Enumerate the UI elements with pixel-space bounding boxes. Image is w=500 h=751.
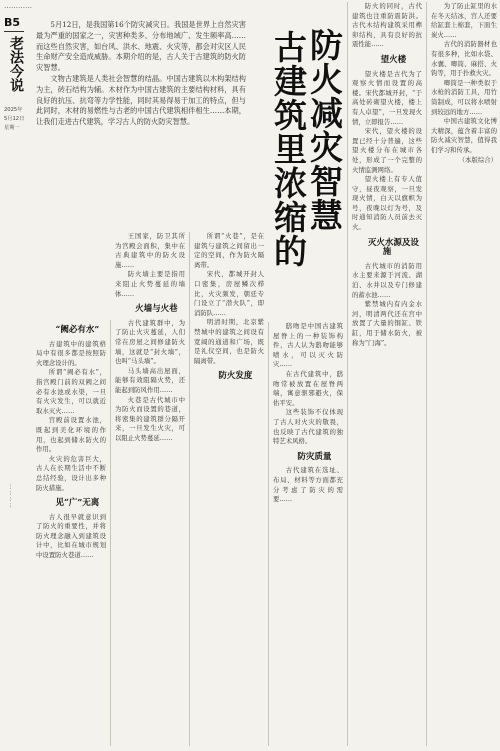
body-paragraph: 古代建筑群中，为了防止火灾蔓延，人们常在房屋之间修建防火墙，这就是“封火墙”，也叫“马头墙”。 (115, 318, 185, 366)
intro-paragraph: 5月12日，是我国第16个防灾减灾日。我国是世界上自然灾害最为严重的国家之一，灾害种类多、分布地域广、发生频率高……而这些自然灾害，如台风、洪水、地震、火灾等，都会对灾区人民生命财产安全造成威胁。本期介绍的是，古人关于古建筑的防火防灾智慧。 (36, 20, 246, 73)
page-number: B5 (4, 16, 21, 29)
body-paragraph: 王国家，防卫其所为宫殿会面积，集中在古典建筑中的防火设施…… (115, 232, 185, 269)
headline-line-2: 古建筑里浓缩的 (269, 30, 308, 268)
body-paragraph: 古代城市的消防用水主要来源于河流、湖泊、水井以及专门修建的蓄水池…… (352, 261, 422, 299)
byline: （本版综合） (458, 155, 497, 164)
body-paragraph: 古人很早就意识到了防火的重要性，并将防火理念融入到建筑设计中，比如在城市规划中设置防火巷道…… (36, 512, 106, 560)
column-rule (426, 2, 427, 746)
article-column-2 (115, 232, 185, 746)
body-paragraph: 唧筒是一种类似于水枪的消防工具，用竹筒制成，可以将水喷射到较远的地方…… (431, 78, 497, 116)
column-rule (189, 232, 190, 746)
section-heading: 防火发度 (218, 371, 253, 382)
page-number-rule (4, 31, 24, 32)
body-paragraph: 火灾的危害巨大，古人在长期生活中不断总结经验，设计出多种防火措施。 (36, 454, 106, 492)
body-paragraph: 防火的同时，古代建筑也注重防震防洪。古代木结构建筑采用榫卯结构，具有良好的抗震性能…… (352, 2, 422, 49)
body-paragraph: 防火墙主要是指用来阻止火势蔓延的墙体…… (115, 270, 185, 298)
body-paragraph: 鸱吻是中国古建筑屋脊上的一种装饰构件，古人认为鸱吻能够喷水，可以灭火防灾…… (273, 322, 343, 369)
body-paragraph: 宋代，都城开封人口密集，房屋鳞次栉比，火灾频发，朝廷专门设立了“潜火队”，即消防队…… (194, 270, 264, 317)
article-column-1 (36, 320, 106, 746)
side-credit: ………… (8, 484, 14, 509)
body-paragraph: 这些装饰不仅体现了古人对火灾的敬畏，也反映了古代建筑的独特艺术风格。 (273, 408, 343, 446)
body-paragraph: 明清时期，北京紫禁城中的建筑之间设有宽阔的通道和广场，既是礼仪空间，也是防火隔离带。 (194, 318, 264, 365)
body-paragraph: 宋代，望火楼的设置已经十分普遍，这些望火楼分布在城市各处，形成了一个完整的火情监测网络。 (352, 127, 422, 174)
body-paragraph: 马头墙高出屋面，能够有效阻隔火势，还能起到防风作用…… (115, 366, 185, 394)
body-paragraph: 望火楼是古代为了观察火情而设置的高楼。宋代都城开封，“于高处砖砌望火楼，楼上有人卓望”，一旦发现火情，立即报告…… (352, 69, 422, 126)
article-column-5 (352, 2, 422, 746)
body-paragraph: 所谓“火巷”，是在建筑与建筑之间留出一定的空间，作为防火隔离带。 (194, 232, 264, 269)
issue-year: 2025年 (4, 107, 23, 113)
body-paragraph: 古代的消防器材也有很多种，比如水袋、水囊、唧筒、麻搭、火钩等，用于扑救火灾。 (431, 40, 497, 78)
body-paragraph: 所谓“阙必有水”，指宫殿门前的双阙之间必有水池或水渠，一旦有火灾发生，可以就近取水灭火…… (36, 368, 106, 415)
section-heading: 灭火水源及设施 (367, 237, 419, 258)
headline-line-1: 防火减灾智慧 (305, 28, 344, 232)
article-column-4 (273, 322, 343, 746)
article-column-3 (194, 232, 264, 746)
side-strip (0, 14, 28, 751)
body-paragraph: 紫禁城内有内金水河，明清两代还在宫中放置了大量的铜缸、铁缸，用于储水防火，被称为“门海”。 (352, 300, 422, 347)
column-rule (268, 322, 269, 746)
section-heading: “阙必有水” (55, 325, 100, 335)
body-paragraph: 宫殿前设置水池，既起到美化环境的作用，也起到储水防火的作用。 (36, 416, 106, 454)
column-rule (347, 2, 348, 746)
section-heading: 火墙与火巷 (135, 304, 178, 315)
body-paragraph: 在古代建筑中，鸱吻常被放置在屋脊两端，寓意驱邪避火，保佑平安。 (273, 369, 343, 407)
section-heading: 望火楼 (380, 54, 407, 65)
article-column-6 (431, 2, 497, 746)
masthead: ………… (4, 2, 32, 10)
body-paragraph: 火巷是古代城市中为防火而设置的巷道，将密集的建筑群分隔开来，一旦发生火灾，可以阻止火势蔓延…… (115, 395, 185, 442)
section-heading: 防灾质量 (297, 451, 332, 462)
intro-paragraph: 文物古建筑是人类社会智慧的结晶。中国古建筑以木构架结构为主，砖石结构为辅。木材作为中国古建筑的主要结构材料，具有良好的抗压、抗弯等力学性能，同时其易得易于加工的特点，但与此同时，木材的易燃性与古老的中国古代建筑相伴相生……本期，让我们走进古代建筑，学习古人的防火防灾智慧。 (36, 73, 246, 127)
body-paragraph: 古代建筑在选址、布局、材料等方面都充分考虑了防灾的需要…… (273, 466, 343, 504)
issue-day: 5月12日 (4, 116, 25, 122)
issue-date (4, 106, 26, 133)
body-paragraph: 古建筑中的建筑格局中有很多都是按照防火理念设计的。 (36, 339, 106, 367)
section-heading: 见“广”无离 (55, 498, 100, 509)
intro-lede (36, 20, 246, 230)
issue-weekday: 星期一 (4, 125, 20, 131)
body-paragraph: 中国古建筑文化博大精深，蕴含着丰富的防火减灾智慧，值得我们学习和传承。 (431, 117, 497, 154)
body-paragraph: 望火楼上有专人值守，昼夜观察，一旦发现火情，白天以旗帜为号，夜晚以灯为号，及时通知消防人员前去灭火。 (352, 175, 422, 232)
body-paragraph: 为了防止缸里的水在冬天结冰，宫人还要给缸套上棉套，下面生炭火…… (431, 2, 497, 39)
column-name: 老法今说 (8, 36, 24, 92)
column-rule (110, 320, 111, 746)
